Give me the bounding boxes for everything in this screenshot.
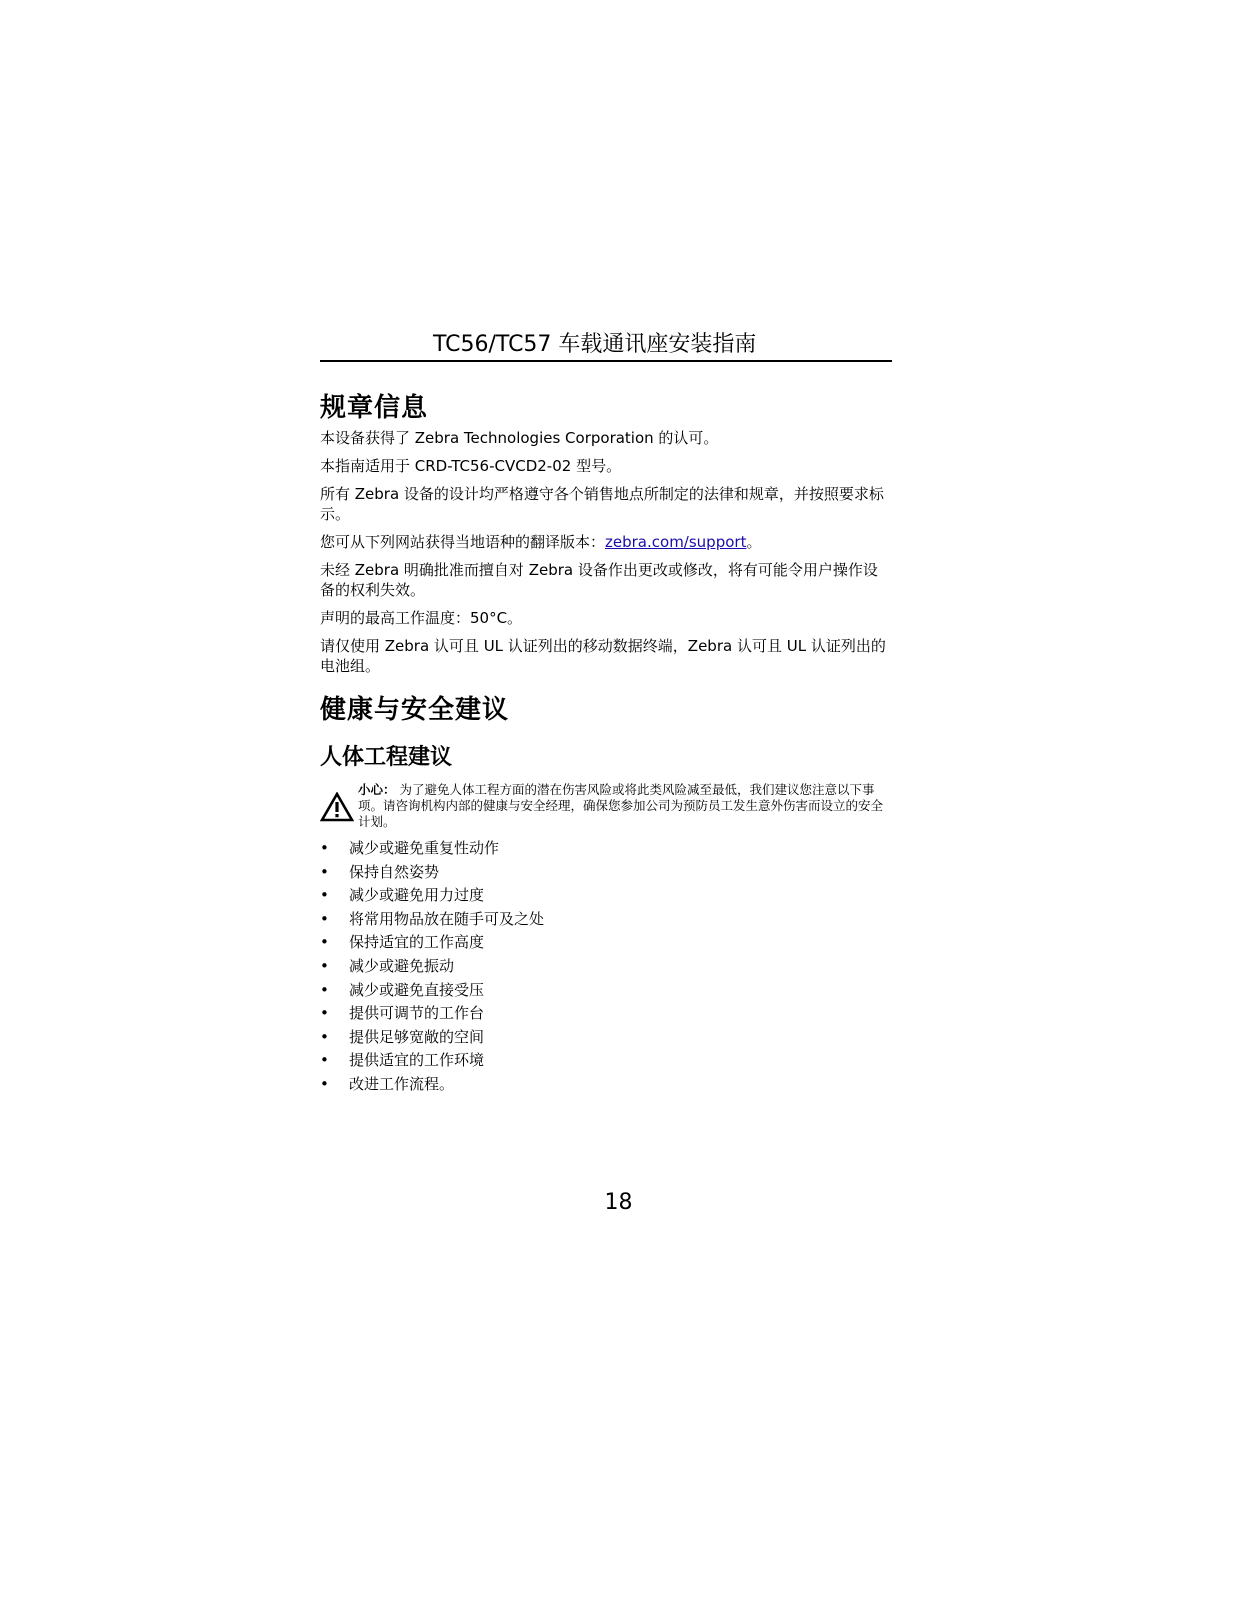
list-item xyxy=(320,956,892,976)
list-item xyxy=(320,885,892,905)
list-item xyxy=(320,1027,892,1047)
list-item-text: 提供足够宽敞的空间 xyxy=(349,1027,485,1046)
list-item xyxy=(320,838,892,858)
list-item-text: 减少或避免振动 xyxy=(349,956,455,975)
regulatory-paragraph-4: 未经 Zebra 明确批准而擅自对 Zebra 设备作出更改或修改，将有可能令用户操作设备的权利失效。 xyxy=(320,561,878,599)
bullet-marker: • xyxy=(320,862,329,881)
list-item-text: 减少或避免用力过度 xyxy=(349,886,485,905)
regulatory-heading: 规章信息 xyxy=(320,393,429,423)
caution-text: 为了避免人体工程方面的潜在伤害风险或将此类风险减至最低，我们建议您注意以下事项。请咨询机构内部的健康与安全经理，确保您参加公司为预防员工发生意外伤害而设立的安全计划。 xyxy=(358,782,884,829)
list-item-text: 提供可调节的工作台 xyxy=(349,1004,485,1023)
caution-label: 小心： xyxy=(358,782,396,797)
translation-text: 您可从下列网站获得当地语种的翻译版本： xyxy=(320,533,606,551)
regulatory-paragraph-5: 声明的最高工作温度：50°C。 xyxy=(320,609,523,627)
bullet-marker: • xyxy=(320,1051,329,1070)
health-safety-heading: 健康与安全建议 xyxy=(320,695,510,725)
list-item xyxy=(320,1050,892,1070)
list-item xyxy=(320,1003,892,1023)
bullet-marker: • xyxy=(320,1004,329,1023)
list-item xyxy=(320,862,892,882)
ergonomics-list xyxy=(320,838,892,1094)
regulatory-paragraph-6: 请仅使用 Zebra 认可且 UL 认证列出的移动数据终端，Zebra 认可且 UL 认证列出的电池组。 xyxy=(320,637,886,675)
bullet-marker: • xyxy=(320,980,329,999)
list-item-text: 减少或避免重复性动作 xyxy=(349,839,500,857)
warning-triangle-icon xyxy=(320,792,354,822)
list-item-text: 改进工作流程。 xyxy=(349,1074,455,1093)
translation-paragraph xyxy=(320,532,892,552)
list-item-text: 提供适宜的工作环境 xyxy=(349,1051,485,1070)
bullet-marker: • xyxy=(320,909,329,928)
document-page xyxy=(320,330,892,1098)
list-item xyxy=(320,909,892,929)
bullet-marker: • xyxy=(320,933,329,952)
translation-suffix: 。 xyxy=(746,533,762,551)
support-link[interactable]: zebra.com/support xyxy=(605,533,747,551)
bullet-marker: • xyxy=(320,886,329,905)
caution-note xyxy=(320,782,892,830)
bullet-marker: • xyxy=(320,839,329,857)
list-item-text: 保持适宜的工作高度 xyxy=(349,933,485,952)
list-item xyxy=(320,932,892,952)
bullet-marker: • xyxy=(320,956,329,975)
bullet-marker: • xyxy=(320,1074,329,1093)
regulatory-paragraph-1: 本设备获得了 Zebra Technologies Corporation 的认可。 xyxy=(320,429,719,447)
page-number: 18 xyxy=(604,1190,633,1215)
list-item-text: 将常用物品放在随手可及之处 xyxy=(349,909,545,928)
regulatory-paragraph-2: 本指南适用于 CRD-TC56-CVCD2-02 型号。 xyxy=(320,457,622,475)
regulatory-paragraph-3: 所有 Zebra 设备的设计均严格遵守各个销售地点所制定的法律和规章，并按照要求标示。 xyxy=(320,485,884,523)
list-item-text: 减少或避免直接受压 xyxy=(349,980,485,999)
bullet-marker: • xyxy=(320,1027,329,1046)
document-title: TC56/TC57 车载通讯座安装指南 xyxy=(433,332,757,357)
list-item xyxy=(320,1074,892,1094)
list-item-text: 保持自然姿势 xyxy=(349,862,440,881)
list-item xyxy=(320,980,892,1000)
ergonomics-heading: 人体工程建议 xyxy=(320,745,453,770)
running-header xyxy=(320,330,892,362)
